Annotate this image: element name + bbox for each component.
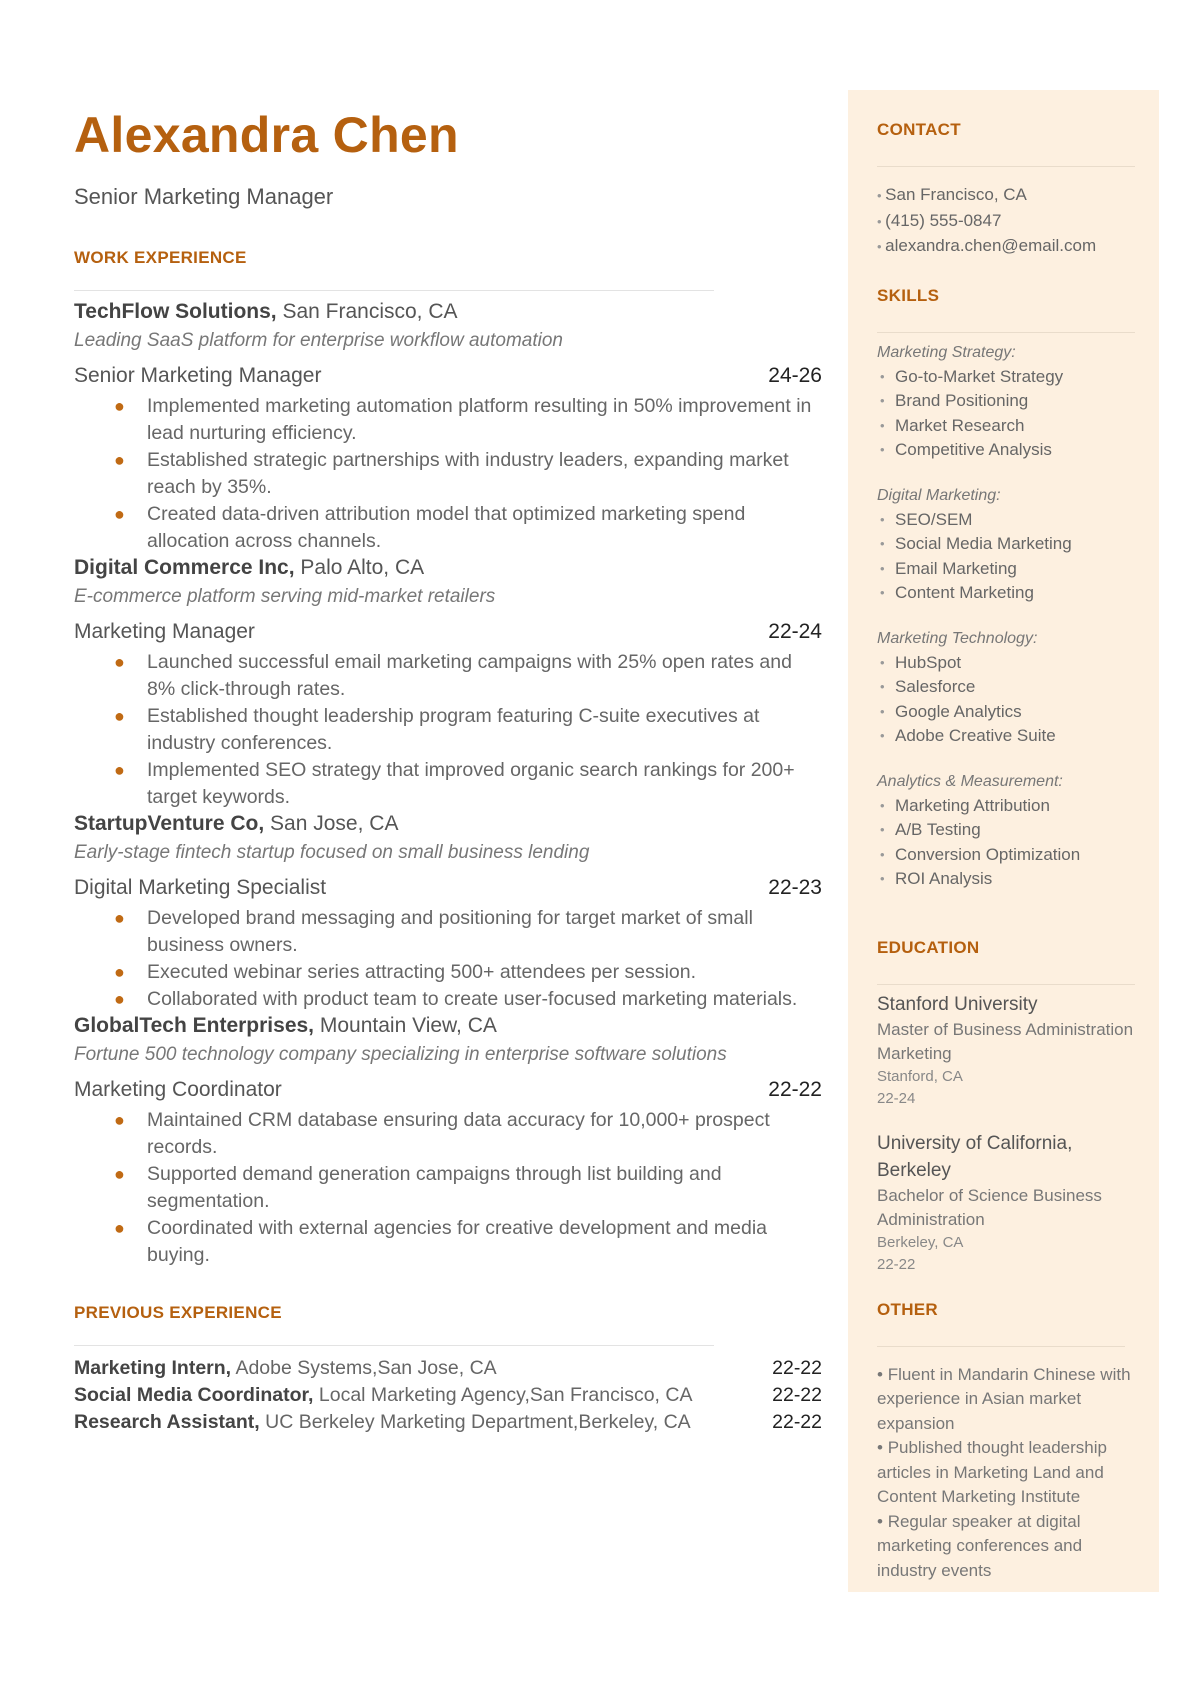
job-bullets [74, 649, 822, 811]
other-list [877, 1363, 1135, 1584]
skill-group [877, 484, 1135, 606]
role-row [74, 875, 822, 901]
work-experience-heading: WORK EXPERIENCE [74, 248, 247, 267]
skill-text: Salesforce [895, 677, 976, 696]
contact-list [877, 183, 1135, 260]
job-entry [74, 1013, 822, 1269]
bullet-text: Collaborated with product team to create user-focused marketing materials. [147, 988, 798, 1010]
contact-text: (415) 555-0847 [885, 210, 1002, 230]
bullet-dot-icon: • [880, 654, 885, 670]
skill-item [877, 532, 1135, 557]
candidate-name: Alexandra Chen [74, 107, 459, 163]
bullet-dot-icon: ● [114, 989, 125, 1009]
skill-item [877, 724, 1135, 749]
bullet-text: Established thought leadership program featuring C-suite executives at industry conferences. [147, 705, 760, 754]
company-location: San Jose, CA [270, 812, 399, 835]
contact-text: San Francisco, CA [885, 185, 1027, 204]
bullet-dot-icon: ● [114, 504, 125, 524]
section-divider [74, 290, 714, 291]
bullet-item [74, 986, 822, 1013]
bullet-item [74, 905, 822, 959]
bullet-dot-icon: ● [114, 706, 125, 726]
bullet-item [74, 1215, 822, 1269]
company-line [74, 299, 822, 325]
company-name: TechFlow Solutions, [74, 300, 277, 323]
bullet-dot-icon: • [880, 585, 885, 600]
previous-row [74, 1409, 822, 1436]
skills-list [877, 341, 1135, 892]
skill-group [877, 341, 1135, 463]
bullet-dot-icon: • [880, 822, 885, 837]
previous-org: UC Berkeley Marketing Department,Berkeley, CA [265, 1411, 691, 1433]
bullet-text: Launched successful email marketing campaigns with 25% open rates and 8% click-through rates. [147, 651, 792, 700]
previous-row [74, 1355, 822, 1382]
job-dates: 22-24 [768, 620, 822, 643]
education-school: Stanford University [877, 993, 1038, 1015]
education-entry [877, 991, 1135, 1110]
bullet-dot-icon: • [877, 188, 886, 203]
sidebar-divider [877, 166, 1135, 167]
company-location: Palo Alto, CA [300, 556, 425, 579]
sidebar-divider [877, 332, 1135, 333]
sidebar [848, 90, 1159, 1592]
skill-text: Market Research [895, 415, 1025, 435]
other-text: Published thought leadership articles in Marketing Land and Content Marketing Institute [877, 1438, 1107, 1506]
previous-dates: 22-22 [772, 1411, 822, 1433]
previous-entry [74, 1382, 692, 1409]
skill-item [877, 365, 1135, 390]
bullet-dot-icon: ● [114, 962, 125, 982]
bullet-dot-icon: • [880, 703, 885, 719]
education-degree: Bachelor of Science Business Administration [877, 1185, 1102, 1229]
role-row [74, 363, 822, 389]
other-text: Fluent in Mandarin Chinese with experience in Asian market expansion [877, 1364, 1131, 1433]
skill-group [877, 627, 1135, 749]
company-location: Mountain View, CA [319, 1014, 497, 1037]
job-dates: 22-22 [768, 1078, 822, 1101]
bullet-text: Maintained CRM database ensuring data accuracy for 10,000+ prospect records. [147, 1109, 770, 1158]
bullet-item [74, 757, 822, 811]
previous-experience-list [74, 1355, 822, 1436]
bullet-dot-icon: • [880, 393, 885, 408]
bullet-dot-icon: • [880, 846, 885, 862]
bullet-item [74, 501, 822, 555]
bullet-text: Implemented SEO strategy that improved organic search rankings for 200+ target keywords. [147, 759, 795, 808]
skill-item [877, 414, 1135, 439]
skill-item [877, 557, 1135, 582]
company-description: E-commerce platform serving mid-market retailers [74, 586, 496, 607]
skill-item [877, 651, 1135, 676]
previous-experience-heading: PREVIOUS EXPERIENCE [74, 1303, 282, 1322]
education-location: Stanford, CA [877, 1067, 963, 1085]
contact-item [877, 209, 1135, 235]
role-row [74, 1077, 822, 1103]
bullet-text: Created data-driven attribution model that optimized marketing spend allocation across channels. [147, 503, 746, 552]
other-heading: OTHER [877, 1299, 938, 1319]
job-entry [74, 555, 822, 811]
skill-item [877, 438, 1135, 463]
bullet-item [74, 703, 822, 757]
bullet-dot-icon: ● [114, 652, 125, 672]
bullet-text: Developed brand messaging and positioning for target market of small business owners. [147, 907, 753, 956]
job-bullets [74, 1107, 822, 1269]
company-name: Digital Commerce Inc, [74, 556, 295, 579]
education-dates: 22-24 [877, 1089, 916, 1107]
skill-text: Social Media Marketing [895, 534, 1072, 553]
main-column [74, 107, 822, 1436]
job-bullets [74, 905, 822, 1013]
previous-org: Local Marketing Agency,San Francisco, CA [318, 1384, 693, 1406]
skill-text: Google Analytics [895, 701, 1022, 721]
skill-text: A/B Testing [895, 820, 981, 839]
skill-text: Conversion Optimization [895, 844, 1081, 864]
bullet-dot-icon: ● [114, 1110, 125, 1130]
job-entry [74, 811, 822, 1013]
bullet-dot-icon: ● [114, 1164, 125, 1184]
sidebar-divider [877, 984, 1135, 985]
bullet-dot-icon: ● [114, 760, 125, 780]
skill-text: Competitive Analysis [895, 440, 1052, 459]
bullet-dot-icon: • [880, 536, 885, 551]
bullet-dot-icon: • [877, 213, 886, 229]
contact-text: alexandra.chen@email.com [885, 236, 1097, 255]
job-entry [74, 299, 822, 555]
bullet-dot-icon: • [880, 679, 885, 694]
bullet-text: Executed webinar series attracting 500+ attendees per session. [147, 961, 697, 983]
skill-text: Adobe Creative Suite [895, 726, 1056, 745]
sidebar-divider [877, 1346, 1125, 1347]
bullet-item [74, 1161, 822, 1215]
bullet-dot-icon: • [877, 1438, 888, 1457]
contact-item [877, 234, 1135, 260]
skill-item [877, 675, 1135, 700]
contact-heading: CONTACT [877, 120, 961, 139]
work-experience-list [74, 299, 822, 1269]
bullet-dot-icon: ● [114, 908, 125, 928]
bullet-text: Supported demand generation campaigns through list building and segmentation. [147, 1163, 722, 1212]
skill-item [877, 581, 1135, 606]
skill-text: SEO/SEM [895, 509, 973, 529]
skill-item [877, 867, 1135, 892]
previous-entry [74, 1409, 691, 1436]
job-role: Marketing Manager [74, 620, 255, 643]
bullet-dot-icon: • [880, 871, 885, 886]
job-dates: 24-26 [768, 364, 822, 387]
candidate-title: Senior Marketing Manager [74, 184, 334, 209]
bullet-text: Coordinated with external agencies for creative development and media buying. [147, 1217, 768, 1266]
skills-heading: SKILLS [877, 285, 940, 305]
bullet-text: Established strategic partnerships with industry leaders, expanding market reach by 35%. [147, 449, 789, 498]
bullet-item [74, 649, 822, 703]
skill-category: Analytics & Measurement: [877, 772, 1063, 790]
bullet-item [74, 1107, 822, 1161]
company-description: Leading SaaS platform for enterprise workflow automation [74, 330, 563, 351]
skill-item [877, 389, 1135, 414]
previous-org: Adobe Systems,San Jose, CA [235, 1357, 497, 1379]
job-role: Digital Marketing Specialist [74, 876, 327, 899]
bullet-dot-icon: ● [114, 396, 125, 416]
skill-text: HubSpot [895, 652, 962, 672]
bullet-dot-icon: • [880, 511, 885, 527]
education-heading: EDUCATION [877, 937, 980, 957]
skill-text: Email Marketing [895, 558, 1017, 578]
other-item [877, 1510, 1135, 1584]
other-text: Regular speaker at digital marketing conferences and industry events [877, 1511, 1083, 1580]
company-line [74, 1013, 822, 1039]
bullet-dot-icon: • [880, 442, 885, 457]
bullet-dot-icon: ● [114, 1218, 125, 1238]
bullet-dot-icon: • [880, 368, 885, 384]
company-line [74, 811, 822, 837]
previous-dates: 22-22 [772, 1357, 822, 1379]
company-name: StartupVenture Co, [74, 812, 265, 835]
bullet-dot-icon: • [880, 560, 885, 576]
job-bullets [74, 393, 822, 555]
section-divider [74, 1345, 714, 1346]
skill-text: Brand Positioning [895, 391, 1029, 410]
job-role: Marketing Coordinator [74, 1078, 282, 1101]
bullet-dot-icon: • [880, 728, 885, 743]
previous-dates: 22-22 [772, 1384, 822, 1406]
skill-item [877, 508, 1135, 533]
previous-row [74, 1382, 822, 1409]
previous-role: Research Assistant, [74, 1411, 260, 1433]
bullet-dot-icon: • [877, 1511, 888, 1531]
bullet-dot-icon: • [877, 239, 886, 254]
previous-entry [74, 1355, 497, 1382]
bullet-item [74, 447, 822, 501]
contact-item [877, 183, 1135, 209]
skill-item [877, 818, 1135, 843]
bullet-dot-icon: • [877, 1364, 888, 1384]
bullet-dot-icon: • [880, 797, 885, 813]
company-name: GlobalTech Enterprises, [74, 1014, 315, 1037]
education-dates: 22-22 [877, 1255, 916, 1273]
company-location: San Francisco, CA [282, 300, 458, 323]
education-location: Berkeley, CA [877, 1233, 964, 1251]
bullet-dot-icon: • [880, 417, 885, 433]
company-description: Fortune 500 technology company specializing in enterprise software solutions [74, 1044, 727, 1065]
bullet-text: Implemented marketing automation platform resulting in 50% improvement in lead nurturing efficiency. [147, 395, 812, 444]
job-dates: 22-23 [768, 876, 822, 899]
education-school: University of California, Berkeley [877, 1132, 1073, 1181]
education-list [877, 991, 1135, 1276]
skill-item [877, 700, 1135, 725]
skill-category: Marketing Strategy: [877, 343, 1016, 361]
other-item [877, 1363, 1135, 1437]
skill-item [877, 794, 1135, 819]
other-item [877, 1436, 1135, 1510]
previous-role: Marketing Intern, [74, 1357, 232, 1379]
skill-group [877, 770, 1135, 892]
company-line [74, 555, 822, 581]
previous-role: Social Media Coordinator, [74, 1384, 314, 1406]
bullet-dot-icon: ● [114, 450, 125, 470]
skill-text: Marketing Attribution [895, 795, 1050, 815]
role-row [74, 619, 822, 645]
skill-text: ROI Analysis [895, 869, 993, 888]
bullet-item [74, 393, 822, 447]
job-role: Senior Marketing Manager [74, 364, 322, 387]
skill-item [877, 843, 1135, 868]
skill-category: Marketing Technology: [877, 629, 1038, 647]
education-degree: Master of Business Administration Marketing [877, 1019, 1134, 1063]
education-entry [877, 1130, 1135, 1276]
skill-category: Digital Marketing: [877, 486, 1001, 504]
company-description: Early-stage fintech startup focused on small business lending [74, 842, 590, 863]
skill-text: Go-to-Market Strategy [895, 366, 1064, 386]
skill-text: Content Marketing [895, 583, 1034, 602]
bullet-item [74, 959, 822, 986]
